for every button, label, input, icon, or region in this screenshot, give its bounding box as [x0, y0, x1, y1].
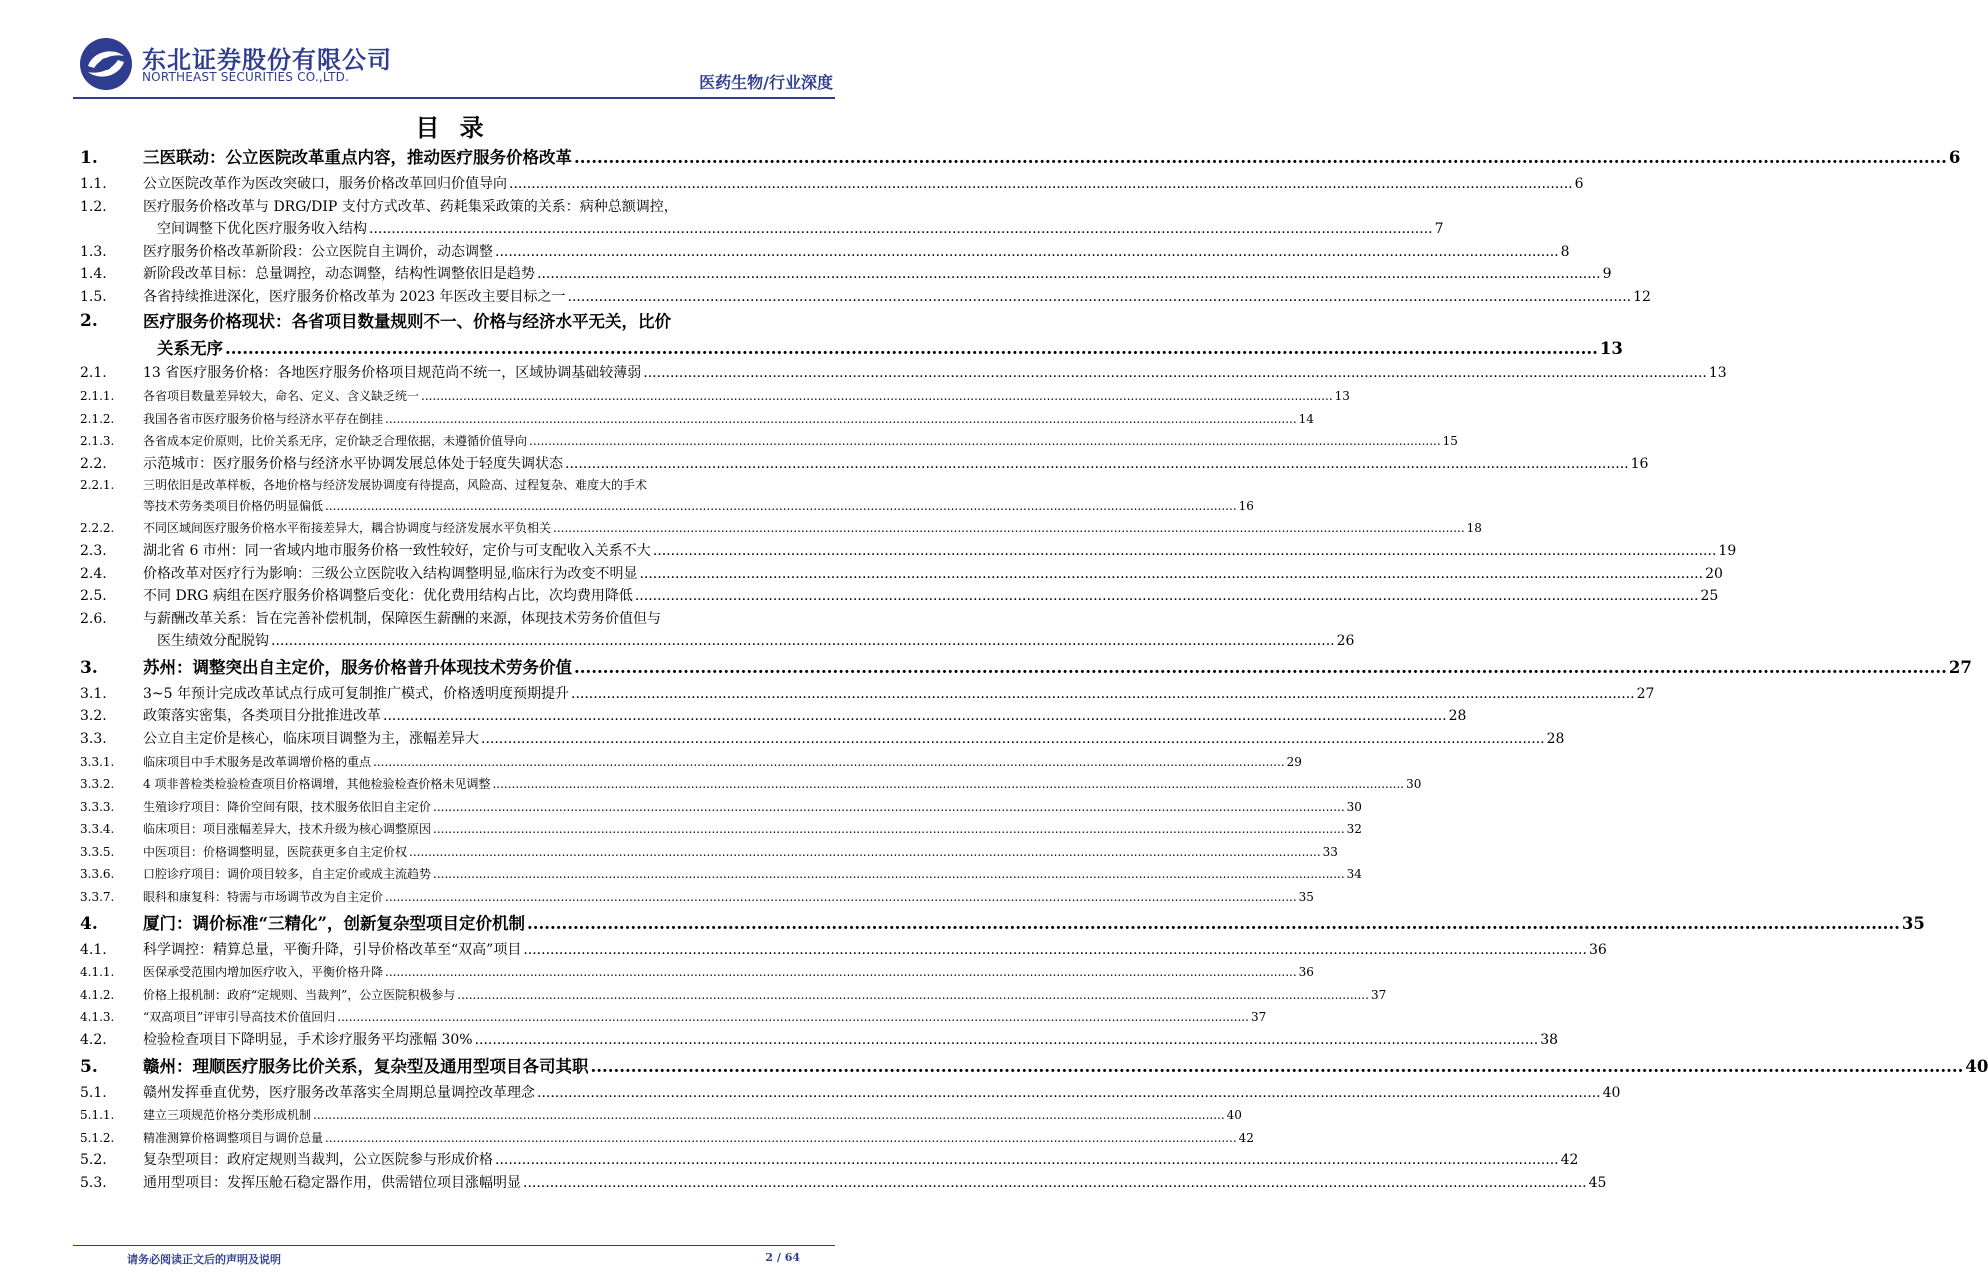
toc-entry-page: 26 — [1336, 633, 1355, 650]
toc-entry-page: 27 — [1948, 657, 1972, 677]
toc-leader-dots — [523, 1172, 1587, 1195]
toc-entry-page: 34 — [1346, 867, 1362, 882]
toc-entry-title: 各省成本定价原则，比价关系无序，定价缺乏合理依据，未遵循价值导向 — [143, 434, 528, 449]
toc-entry-number: 1.4. — [80, 266, 107, 283]
toc-entry-number: 3.3.6. — [80, 867, 115, 882]
toc-entry[interactable] — [73, 1029, 1559, 1052]
toc-entry[interactable] — [73, 475, 1254, 517]
toc-entry-page: 38 — [1540, 1032, 1559, 1049]
toc-entry[interactable] — [73, 563, 1723, 586]
toc-entry-number: 3.2. — [80, 708, 107, 725]
toc-entry-page: 18 — [1466, 521, 1482, 536]
toc-leader-dots — [433, 863, 1345, 886]
toc-leader-dots — [527, 909, 1900, 939]
toc-entry-title: 示范城市：医疗服务价格与经济水平协调发展总体处于轻度失调状态 — [143, 455, 563, 472]
toc-entry-title: 医疗服务价格现状：各省项目数量规则不一、价格与经济水平无关，比价 — [143, 312, 671, 332]
toc-entry[interactable] — [73, 196, 1444, 241]
toc-entry-title: 临床项目中手术服务是改革调增价格的重点 — [143, 754, 372, 769]
toc-entry-number: 5.2. — [80, 1152, 107, 1169]
toc-entry[interactable] — [73, 1052, 1988, 1082]
company-logo — [78, 36, 134, 92]
toc-title: 目 录 — [415, 114, 490, 142]
toc-entry-page: 19 — [1718, 542, 1737, 559]
toc-entry[interactable] — [73, 728, 1565, 751]
toc-leader-dots — [574, 143, 1947, 173]
toc-entry[interactable] — [73, 430, 1458, 453]
toc-leader-dots — [369, 218, 1433, 241]
toc-entry-number: 5. — [80, 1056, 98, 1077]
toc-entry-page: 33 — [1322, 844, 1338, 859]
toc-entry-number: 1.3. — [80, 243, 107, 260]
page-number: 2 / 64 — [765, 1251, 800, 1264]
toc-entry[interactable] — [73, 961, 1314, 984]
toc-entry-title: 中医项目：价格调整明显，医院获更多自主定价权 — [143, 844, 408, 859]
toc-entry-title: 各省持续推进深化，医疗服务价格改革为 2023 年医改主要目标之一 — [143, 288, 566, 305]
toc-entry[interactable] — [73, 886, 1314, 909]
toc-entry-page: 7 — [1434, 221, 1444, 238]
toc-entry-number: 2.4. — [80, 565, 107, 582]
toc-entry-page: 16 — [1238, 499, 1254, 514]
toc-entry-number: 2.6. — [80, 610, 107, 627]
toc-entry-title: 公立医院改革作为医改突破口，服务价格改革回归价值导向 — [143, 176, 507, 192]
toc-entry-title: “双高项目”评审引导高技术价值回归 — [143, 1010, 336, 1025]
toc-entry-title: 新阶段改革目标：总量调控，动态调整，结构性调整依旧是趋势 — [143, 266, 535, 283]
toc-entry-page: 36 — [1298, 965, 1314, 980]
toc-entry-page: 14 — [1298, 411, 1314, 426]
toc-entry-number: 1.5. — [80, 288, 107, 305]
toc-leader-dots — [537, 1082, 1601, 1105]
toc-entry-title: 医疗服务价格改革与 DRG/DIP 支付方式改革、药耗集采政策的关系：病种总额调控， — [143, 198, 678, 215]
toc-entry[interactable] — [73, 585, 1719, 608]
toc-entry-number: 3.3.4. — [80, 822, 115, 837]
toc-entry-number: 4.1. — [80, 941, 107, 958]
toc-entry-title: 赣州：理顺医疗服务比价关系，复杂型及通用型项目各司其职 — [143, 1056, 589, 1076]
toc-entry-number: 4.1.2. — [80, 987, 115, 1002]
toc-entry-page: 15 — [1442, 434, 1458, 449]
toc-entry-page: 29 — [1286, 754, 1302, 769]
toc-entry-number: 5.1. — [80, 1084, 107, 1101]
toc-entry[interactable] — [73, 173, 1584, 196]
toc-entry[interactable] — [73, 408, 1314, 431]
toc-entry[interactable] — [73, 984, 1387, 1007]
toc-entry-title: 临床项目：项目涨幅差异大，技术升级为核心调整原因 — [143, 822, 432, 837]
toc-entry-title: 政策落实密集，各类项目分批推进改革 — [143, 708, 381, 725]
toc-entry-page: 27 — [1636, 685, 1655, 702]
toc-entry-number: 5.3. — [80, 1175, 107, 1191]
toc-entry-title: 3~5 年预计完成改革试点行成可复制推广模式，价格透明度预期提升 — [143, 685, 569, 702]
toc-entry[interactable] — [73, 263, 1612, 286]
toc-entry-title: 我国各省市医疗服务价格与经济水平存在倒挂 — [143, 411, 384, 426]
toc-entry-page: 32 — [1346, 822, 1362, 837]
toc-entry-page: 12 — [1633, 288, 1651, 305]
toc-entry[interactable] — [73, 796, 1362, 819]
toc-leader-dots — [475, 1029, 1539, 1052]
toc-entry[interactable] — [73, 1127, 1254, 1150]
toc-entry[interactable] — [73, 653, 1972, 683]
toc-entry-number: 2.1.3. — [80, 434, 115, 449]
toc-entry[interactable] — [73, 818, 1362, 841]
footer-divider — [73, 1245, 835, 1246]
toc-entry-title: 生殖诊疗项目：降价空间有限，技术服务依旧自主定价 — [143, 799, 432, 814]
toc-entry[interactable] — [73, 1082, 1621, 1105]
toc-entry-page: 42 — [1238, 1130, 1254, 1145]
toc-leader-dots — [409, 841, 1321, 864]
toc-leader-dots — [373, 751, 1285, 774]
toc-entry-number: 3.3.5. — [80, 844, 115, 859]
toc-leader-dots — [421, 385, 1333, 408]
toc-entry-page: 16 — [1630, 455, 1649, 472]
company-name-cn: 东北证券股份有限公司 — [142, 46, 392, 74]
toc-entry-title-continued: 空间调整下优化医疗服务收入结构 — [157, 221, 367, 238]
toc-entry-number: 4.1.1. — [80, 965, 115, 980]
toc-entry-page: 9 — [1602, 266, 1612, 283]
toc-entry[interactable] — [73, 841, 1338, 864]
toc-entry[interactable] — [73, 143, 1961, 173]
toc-entry[interactable] — [73, 751, 1302, 774]
footer-disclaimer: 请务必阅读正文后的声明及说明 — [127, 1253, 281, 1266]
toc-entry-title: 通用型项目：发挥压舱石稳定器作用，供需错位项目涨幅明显 — [143, 1175, 521, 1191]
toc-entry-page: 35 — [1901, 913, 1925, 933]
toc-entry-title: 价格上报机制：政府“定规则、当裁判”，公立医院积极参与 — [143, 987, 456, 1002]
toc-entry-number: 4.1.3. — [80, 1010, 115, 1025]
toc-entry[interactable] — [73, 773, 1422, 796]
toc-entry-page: 36 — [1588, 941, 1607, 958]
toc-entry[interactable] — [73, 1149, 1579, 1172]
toc-leader-dots — [225, 335, 1598, 362]
toc-leader-dots — [495, 241, 1559, 264]
toc-entry-page: 25 — [1700, 588, 1719, 605]
toc-leader-dots — [337, 1006, 1249, 1029]
toc-entry-number: 2.3. — [80, 542, 107, 559]
report-category: 医药生物/行业深度 — [699, 73, 833, 92]
toc-entry-title: 眼科和康复科：特需与市场调节改为自主定价 — [143, 890, 384, 905]
toc-entry-title: 各省项目数量差异较大，命名、定义、含义缺乏统一 — [143, 388, 420, 403]
toc-entry-title: 口腔诊疗项目：调价项目较多，自主定价或成主流趋势 — [143, 867, 432, 882]
toc-entry-number: 1. — [80, 148, 98, 168]
toc-leader-dots — [495, 1149, 1559, 1172]
toc-entry-number: 3.3.2. — [80, 777, 115, 792]
toc-entry-number: 2.2.2. — [80, 521, 115, 536]
toc-entry[interactable] — [73, 453, 1649, 476]
toc-leader-dots — [653, 540, 1717, 563]
toc-leader-dots — [643, 362, 1707, 385]
toc-entry-page: 37 — [1250, 1010, 1267, 1025]
toc-entry-title: 赣州发挥垂直优势，医疗服务改革落实全周期总量调控改革理念 — [143, 1084, 535, 1101]
toc-entry-number: 2.1.2. — [80, 411, 115, 426]
toc-entry-title: 与薪酬改革关系：旨在完善补偿机制，保障医生薪酬的来源，体现技术劳务价值但与 — [143, 610, 661, 627]
toc-entry[interactable] — [73, 286, 1651, 309]
toc-entry-page: 40 — [1602, 1084, 1621, 1101]
toc-leader-dots — [481, 728, 1545, 751]
toc-leader-dots — [523, 939, 1587, 962]
toc-entry[interactable] — [73, 1006, 1267, 1029]
toc-leader-dots — [313, 1104, 1225, 1127]
toc-entry-page: 30 — [1346, 799, 1362, 814]
toc-entry-page: 28 — [1546, 730, 1565, 747]
header-divider — [73, 97, 835, 99]
toc-entry-page: 35 — [1298, 890, 1314, 905]
toc-entry-title: 医疗服务价格改革新阶段：公立医院自主调价，动态调整 — [143, 243, 493, 260]
toc-entry[interactable] — [73, 909, 1925, 939]
toc-leader-dots — [383, 705, 1447, 728]
toc-entry-number: 2.1. — [80, 365, 107, 382]
toc-leader-dots — [529, 430, 1441, 453]
toc-entry[interactable] — [73, 863, 1362, 886]
toc-leader-dots — [492, 773, 1404, 796]
toc-leader-dots — [433, 818, 1345, 841]
toc-leader-dots — [457, 984, 1369, 1007]
toc-entry-title-continued: 关系无序 — [157, 339, 223, 359]
toc-entry-title: 苏州：调整突出自主定价，服务价格普升体现技术劳务价值 — [143, 657, 572, 677]
toc-entry[interactable] — [73, 517, 1482, 540]
toc-leader-dots — [565, 453, 1629, 476]
toc-entry[interactable] — [73, 1104, 1242, 1127]
toc-entry-number: 2.5. — [80, 588, 107, 605]
toc-entry-title: 湖北省 6 市州：同一省域内地市服务价格一致性较好，定价与可支配收入关系不大 — [143, 542, 651, 559]
toc-entry-number: 3.1. — [80, 685, 107, 702]
toc-entry-number: 3.3. — [80, 730, 107, 747]
toc-entry[interactable] — [73, 241, 1570, 264]
company-name-en: NORTHEAST SECURITIES CO.,LTD. — [142, 70, 350, 84]
toc-entry-number: 2.2.1. — [80, 478, 115, 493]
toc-entry-number: 2.1.1. — [80, 388, 115, 403]
toc-entry[interactable] — [73, 683, 1655, 706]
toc-entry-title: 精准测算价格调整项目与调价总量 — [143, 1130, 324, 1145]
toc-entry-title: 科学调控：精算总量，平衡升降，引导价格改革至“双高”项目 — [143, 941, 522, 958]
toc-leader-dots — [571, 683, 1635, 706]
toc-entry-page: 28 — [1448, 708, 1467, 725]
toc-leader-dots — [385, 961, 1297, 984]
toc-entry-title: 13 省医疗服务价格：各地医疗服务价格项目规范尚不统一，区域协调基础较薄弱 — [143, 365, 642, 382]
toc-entry-page: 45 — [1588, 1175, 1607, 1191]
toc-entry-number: 3.3.3. — [80, 799, 115, 814]
toc-entry-number: 2. — [80, 311, 98, 332]
toc-entry-page: 20 — [1705, 565, 1723, 582]
toc-entry-title: 不同区域间医疗服务价格水平衔接差异大，耦合协调度与经济发展水平负相关 — [143, 521, 552, 536]
toc-entry-title: 厦门：调价标准“三精化”，创新复杂型项目定价机制 — [143, 913, 525, 933]
toc-leader-dots — [433, 796, 1345, 819]
toc-entry-title: 4 项非普检类检验检查项目价格调增，其他检验检查价格未见调整 — [143, 777, 491, 792]
toc-entry[interactable] — [73, 705, 1467, 728]
toc-entry-page: 13 — [1599, 339, 1623, 359]
toc-entry-page: 13 — [1334, 388, 1350, 403]
toc-entry-title-continued: 医生绩效分配脱钩 — [157, 633, 269, 650]
toc-leader-dots — [271, 630, 1335, 653]
page-header — [0, 0, 905, 100]
table-of-contents — [73, 143, 1988, 1195]
toc-entry-page: 40 — [1226, 1108, 1242, 1123]
toc-entry-number: 5.1.2. — [80, 1130, 115, 1145]
toc-entry-number: 4. — [80, 913, 98, 934]
toc-leader-dots — [325, 496, 1237, 517]
toc-entry-number: 3.3.7. — [80, 890, 115, 905]
toc-entry-number: 5.1.1. — [80, 1108, 115, 1123]
toc-entry-title: 检验检查项目下降明显，手术诊疗服务平均涨幅 30% — [143, 1032, 473, 1049]
toc-leader-dots — [639, 563, 1703, 586]
toc-entry-number: 1.1. — [80, 176, 107, 192]
toc-leader-dots — [591, 1052, 1964, 1082]
toc-entry-title: 公立自主定价是核心，临床项目调整为主，涨幅差异大 — [143, 730, 479, 747]
toc-entry[interactable] — [73, 385, 1350, 408]
toc-entry[interactable] — [73, 362, 1727, 385]
toc-entry-title: 医保承受范围内增加医疗收入，平衡价格升降 — [143, 965, 384, 980]
toc-entry-page: 6 — [1948, 148, 1961, 167]
toc-entry-number: 3.3.1. — [80, 754, 115, 769]
toc-entry-page: 40 — [1965, 1056, 1988, 1076]
toc-entry-number: 3. — [80, 657, 98, 678]
toc-leader-dots — [635, 585, 1699, 608]
toc-entry-title-continued: 等技术劳务类项目价格仍明显偏低 — [143, 499, 324, 514]
toc-entry[interactable] — [73, 939, 1607, 962]
toc-entry-title: 复杂型项目：政府定规则当裁判，公立医院参与形成价格 — [143, 1152, 493, 1169]
toc-leader-dots — [385, 408, 1297, 431]
toc-leader-dots — [325, 1127, 1237, 1150]
toc-entry-number: 1.2. — [80, 198, 107, 215]
toc-entry-title: 不同 DRG 病组在医疗服务价格调整后变化：优化费用结构占比，次均费用降低 — [143, 588, 633, 605]
toc-entry[interactable] — [73, 540, 1737, 563]
toc-entry-title: 三明依旧是改革样板，各地价格与经济发展协调度有待提高，风险高、过程复杂、难度大的手术 — [143, 478, 648, 493]
toc-entry-title: 价格改革对医疗行为影响：三级公立医院收入结构调整明显,临床行为改变不明显 — [143, 565, 638, 582]
toc-leader-dots — [574, 653, 1947, 683]
toc-leader-dots — [568, 286, 1632, 309]
toc-entry-title: 建立三项规范价格分类形成机制 — [143, 1108, 312, 1123]
toc-leader-dots — [385, 886, 1297, 909]
toc-entry-number: 2.2. — [80, 455, 107, 472]
toc-entry-page: 42 — [1560, 1152, 1579, 1169]
toc-entry-page: 30 — [1406, 777, 1422, 792]
toc-leader-dots — [509, 173, 1573, 196]
toc-entry-number: 4.2. — [80, 1032, 107, 1049]
toc-leader-dots — [537, 263, 1601, 286]
toc-entry[interactable] — [73, 308, 1623, 362]
toc-entry-title: 三医联动：公立医院改革重点内容，推动医疗服务价格改革 — [143, 148, 572, 167]
toc-entry[interactable] — [73, 1172, 1607, 1195]
toc-entry-page: 6 — [1574, 176, 1584, 192]
toc-entry-page: 37 — [1370, 987, 1387, 1002]
toc-leader-dots — [553, 517, 1465, 540]
toc-entry-page: 13 — [1708, 365, 1727, 382]
toc-entry[interactable] — [73, 608, 1355, 653]
toc-entry-page: 8 — [1560, 243, 1570, 260]
